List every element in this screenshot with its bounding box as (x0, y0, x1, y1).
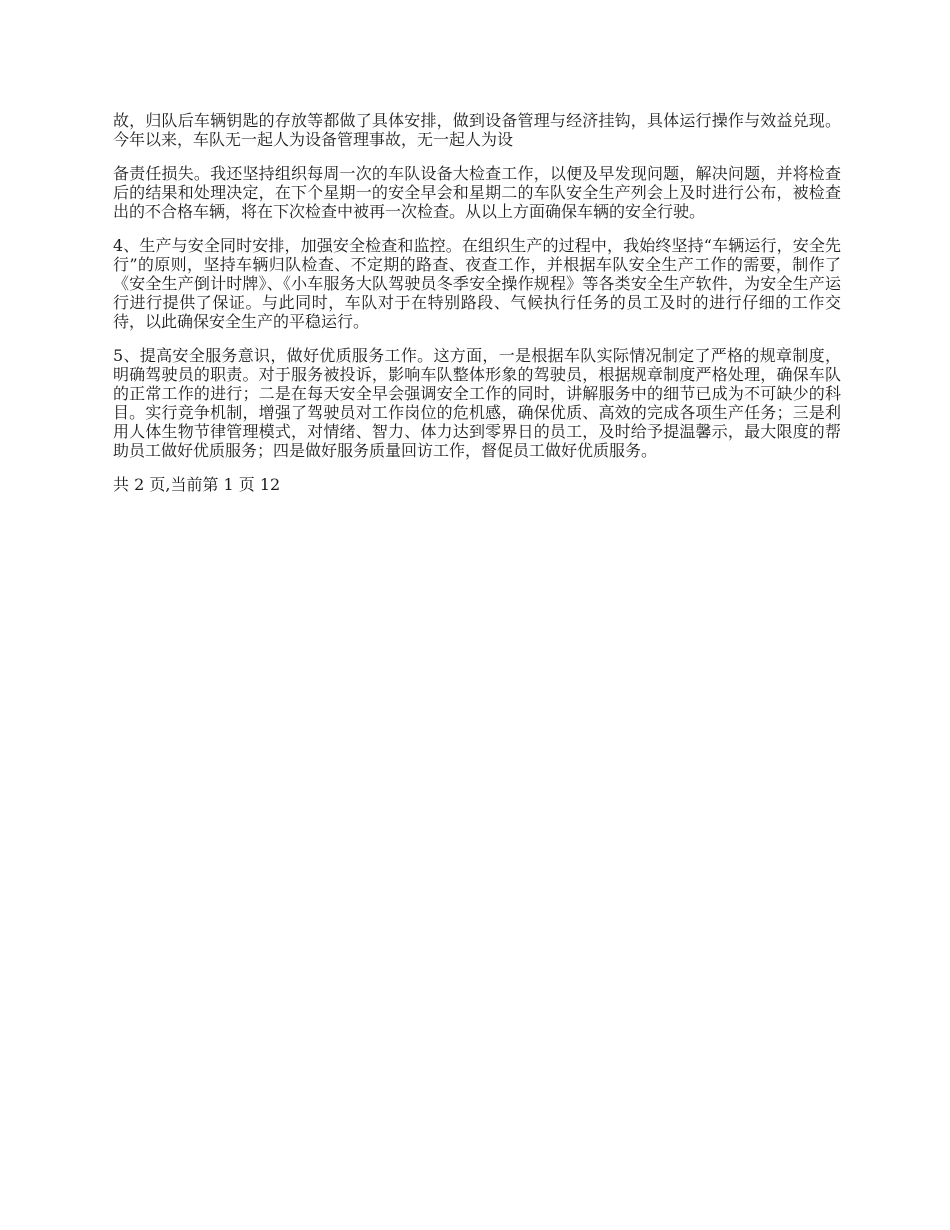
document-body (113, 111, 841, 494)
paragraph-3: 4、生产与安全同时安排，加强安全检查和监控。在组织生产的过程中，我始终坚持“车辆运行，安全先行”的原则，坚持车辆归队检查、不定期的路查、夜查工作，并根据车队安全生产工作的需要，制作了《安全生产倒计时牌》、《小车服务大队驾驶员冬季安全操作规程》等各类安全生产软件，为安全生产运行进行提供了保证。与此同时，车队对于在特别路段、气候执行任务的员工及时的进行仔细的工作交待，以此确保安全生产的平稳运行。 (113, 236, 841, 331)
page-indicator: 共 2 页,当前第 1 页 12 (113, 475, 281, 494)
paragraph-4: 5、提高安全服务意识，做好优质服务工作。这方面，一是根据车队实际情况制定了严格的规章制度，明确驾驶员的职责。对于服务被投诉，影响车队整体形象的驾驶员，根据规章制度严格处理，确保车队的正常工作的进行；二是在每天安全早会强调安全工作的同时，讲解服务中的细节已成为不可缺少的科目。实行竞争机制，增强了驾驶员对工作岗位的危机感，确保优质、高效的完成各项生产任务；三是利用人体生物节律管理模式，对情绪、智力、体力达到零界日的员工，及时给予提温馨示，最大限度的帮助员工做好优质服务；四是做好服务质量回访工作，督促员工做好优质服务。 (113, 346, 841, 460)
paragraph-1: 故，归队后车辆钥匙的存放等都做了具体安排，做到设备管理与经济挂钩，具体运行操作与效益兑现。今年以来，车队无一起人为设备管理事故，无一起人为设 (113, 111, 841, 149)
paragraph-2: 备责任损失。我还坚持组织每周一次的车队设备大检查工作，以便及早发现问题，解决问题，并将检查后的结果和处理决定，在下个星期一的安全早会和星期二的车队安全生产列会上及时进行公布，被检查出的不合格车辆，将在下次检查中被再一次检查。从以上方面确保车辆的安全行驶。 (113, 164, 841, 221)
